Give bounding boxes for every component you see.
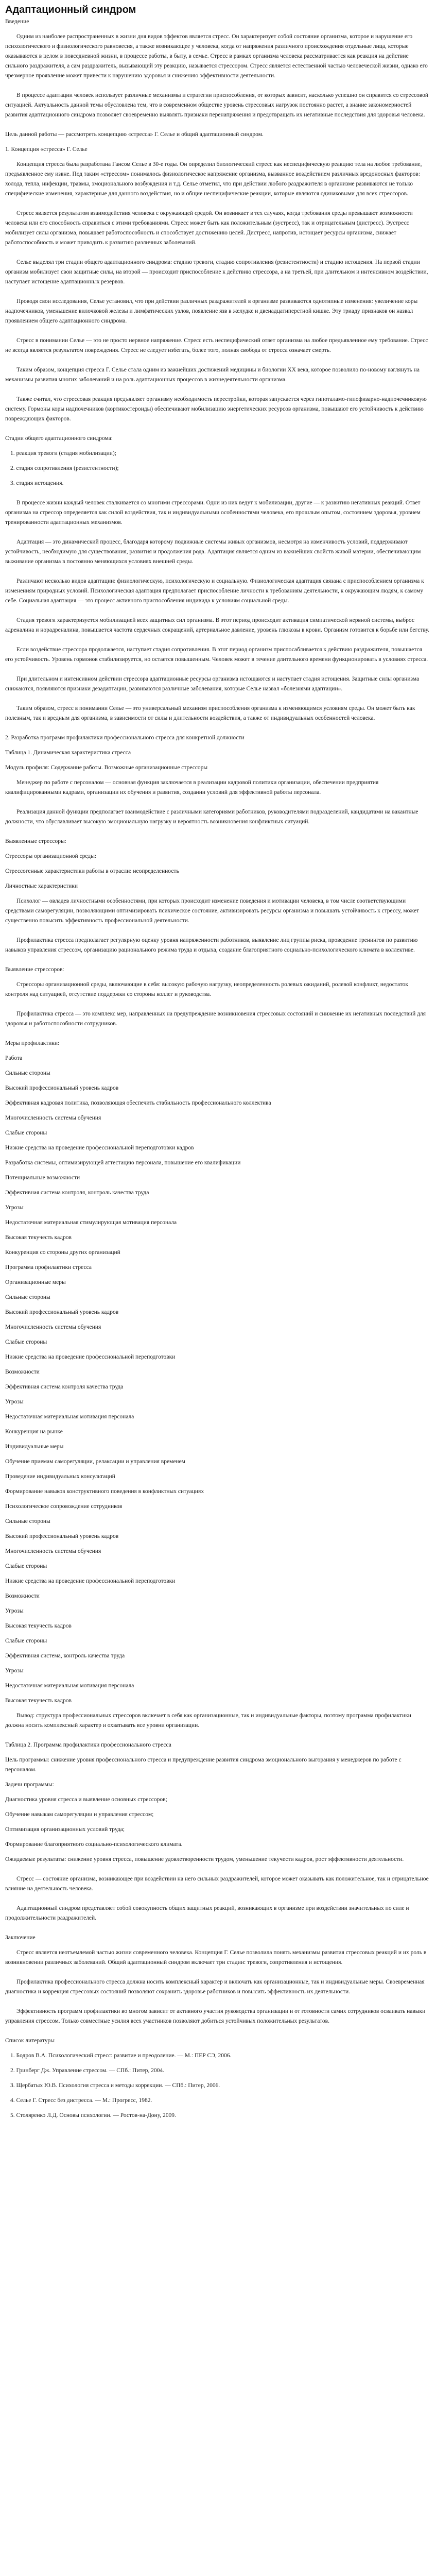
paragraph: Высокий профессиональный уровень кадров [5,1085,119,1091]
paragraph: Недостаточная материальная мотивация персонала [5,1414,134,1420]
paragraph: Высокий профессиональный уровень кадров [5,1309,119,1315]
paragraph: Слабые стороны [5,1339,47,1345]
paragraph: Психологическое сопровождение сотрудников [5,1503,123,1510]
paragraph: Угрозы [5,1399,24,1405]
paragraph: Низкие средства на проведение профессиональной переподготовки кадров [5,1145,194,1151]
paragraph: Таблица 2. Программа профилактики профессионального стресса [5,1742,171,1748]
paragraph: Стрессоры организационной среды: [5,853,97,859]
paragraph: Профилактика стресса — это комплекс мер, направленных на предупреждение возникновения стрессовых состояний и снижение их негативных последствий для здоровья и работоспособности сотрудников. [5,1011,426,1027]
paragraph: Вывод: структура профессиональных стрессоров включает в себя как организационные, так и индивидуальные факторы, поэтому программа профилактики должна носить комплексный характер и охватывать все уровни организации. [5,1713,411,1728]
paragraph: Многочисленность системы обучения [5,1548,101,1554]
paragraph: Программа профилактики стресса [5,1264,92,1270]
paragraph: Различают несколько видов адаптации: физиологическую, психологическую и социальную. Физиологическая адаптация связана с приспособлением организма к изменениям природных условий. Психологическая адаптация предполагает приспособление личности к требованиям деятельности, к окружающим людям, к самому себе. Социальная адаптация — это процесс активного приспособления индивида к условиям социальной среды. [5,578,424,604]
paragraph: Профилактика профессионального стресса должна носить комплексный характер и включать как организационные, так и индивидуальные меры. Своевременная диагностика и коррекция стрессовых состояний позволяют сохранить здоровье работников и повысить эффективность их деятельности. [5,1979,425,1995]
paragraph: Список литературы [5,2038,55,2044]
paragraph: Введение [5,19,29,25]
paragraph: Организационные меры [5,1279,66,1285]
paragraph: Меры профилактики: [5,1040,60,1046]
paragraph: Адаптационный синдром представляет собой совокупность общих защитных реакций, возникающих в организме при воздействии значительных по силе и продолжительности раздражителей. [5,1905,409,1921]
paragraph: Возможности [5,1369,40,1375]
paragraph: Эффективная система контроля качества труда [5,1384,124,1390]
paragraph: Таблица 1. Динамическая характеристика стресса [5,750,131,756]
paragraph: Выявление стрессоров: [5,967,64,973]
paragraph: Задачи программы: [5,1782,54,1788]
paragraph: Обучение приемам саморегуляции, релаксации и управления временем [5,1459,185,1465]
paragraph: 4. Селье Г. Стресс без дистресса. — М.: Прогресс, 1982. [10,2097,152,2104]
paragraph: Стресс является результатом взаимодействия человека с окружающей средой. Он возникает в тех случаях, когда требования среды превышают возможности человека или его способность справиться с этими требованиями. Стресс может быть как положительным (эустресс), так и отрицательным (дистресс). Эустресс мобилизует силы организма, повышает работоспособность и способствует достижению целей. Дистресс, напротив, истощает ресурсы организма, снижает работоспособность и может приводить к развитию различных заболеваний. [5,210,413,246]
paragraph: Модуль профиля: Содержание работы. Возможные организационные стрессоры [5,765,208,771]
paragraph: Стрессогенные характеристики работы в отрасли: неопределенность [5,868,179,874]
paragraph: Угрозы [5,1668,24,1674]
paragraph: 3. Щербатых Ю.В. Психология стресса и методы коррекции. — СПб.: Питер, 2006. [10,2082,220,2089]
paragraph: Работа [5,1055,23,1061]
paragraph: Слабые стороны [5,1638,47,1644]
paragraph: Выявленные стрессоры: [5,838,66,844]
paragraph: Угрозы [5,1608,24,1614]
paragraph: Недостаточная материальная мотивация персонала [5,1683,134,1689]
paragraph: Эффективная система контроля, контроль качества труда [5,1190,149,1196]
paragraph: Возможности [5,1593,40,1599]
paragraph: 1. Концепция «стресса» Г. Селье [5,146,88,152]
paragraph: Формирование навыков конструктивного поведения в конфликтных ситуациях [5,1488,204,1495]
paragraph: Высокая текучесть кадров [5,1698,72,1704]
paragraph: 1. реакция тревоги (стадия мобилизации); [10,450,116,456]
paragraph: 2. Гринберг Дж. Управление стрессом. — СПб.: Питер, 2004. [10,2067,165,2074]
paragraph: Селье выделял три стадии общего адаптационного синдрома: стадию тревоги, стадию сопротивления (резистентности) и стадию истощения. На первой стадии организм мобилизует свои защитные силы, на второй — происходит приспособление к действию стрессора, а на третьей, при длительном и интенсивном воздействии, наступает истощение адаптационных резервов. [5,259,428,285]
paragraph: Угрозы [5,1205,24,1211]
paragraph: Стресс в понимании Селье — это не просто нервное напряжение. Стресс есть неспецифический ответ организма на любое предъявленное ему требование. Стресс не всегда является результатом повреждения. Стресс не следует избегать, более того, полная свобода от стресса означает смерть. [5,337,428,353]
paragraph: Конкуренция со стороны других организаций [5,1249,120,1256]
paragraph: Проводя свои исследования, Селье установил, что при действии различных раздражителей в организме развиваются однотипные изменения: увеличение коры надпочечников, уменьшение вилочковой железы и лимфатических узлов, появление язв в желудке и двенадцатиперстной кишке. Эту триаду признаков он назвал проявлением общего адаптационного синдрома. [5,298,418,324]
paragraph: Эффективность программ профилактики во многом зависит от активного участия руководства организации и от готовности самих сотрудников осваивать навыки управления стрессом. Только совместные усилия всех участников позволяют добиться устойчивых положительных результатов. [5,2008,426,2024]
paragraph: В процессе адаптации человек использует различные механизмы и стратегии приспособления, от которых зависит, насколько успешно он справится со стрессовой ситуацией. Актуальность данной темы обусловлена тем, что в современном обществе уровень стрессовых нагрузок постоянно растет, а знание закономерностей развития адаптационного синдрома позволяет своевременно выявлять признаки перенапряжения и предотвращать их негативные последствия для здоровья человека. [5,92,429,118]
paragraph: Недостаточная материальная стимулирующая мотивация персонала [5,1219,177,1226]
paragraph: Проведение индивидуальных консультаций [5,1473,115,1480]
paragraph: Высокая текучесть кадров [5,1234,72,1241]
paragraph: При длительном и интенсивном действии стрессора адаптационные ресурсы организма истощаются и наступает стадия истощения. Защитные силы организма снижаются, появляются признаки дезадаптации, развиваются различные заболевания, которые Селье назвал «болезнями адаптации». [5,676,420,692]
paragraph: Формирование благоприятного социально-психологического климата. [5,1841,183,1848]
paragraph: Сильные стороны [5,1070,50,1076]
paragraph: Многочисленность системы обучения [5,1115,101,1121]
paragraph: Стадия тревоги характеризуется мобилизацией всех защитных сил организма. В этот период происходит активация симпатической нервной системы, выброс адреналина и норадреналина, повышается частота сердечных сокращений, артериальное давление, уровень глюкозы в крови. Организм готовится к борьбе или бегству. [5,617,429,633]
paragraph: Заключение [5,1935,36,1941]
paragraph: 2. стадия сопротивления (резистентности); [10,465,119,471]
paragraph: Если воздействие стрессора продолжается, наступает стадия сопротивления. В этот период организм приспосабливается к действию раздражителя, повышается его устойчивость. Уровень гормонов стабилизируется, но остается повышенным. Человек может в течение длительного времени функционировать в условиях стресса. [5,647,428,663]
paragraph: 1. Бодров В.А. Психологический стресс: развитие и преодоление. — М.: ПЕР СЭ, 2006. [10,2053,232,2059]
paragraph: Ожидаемые результаты: снижение уровня стресса, повышение удовлетворенности трудом, уменьшение текучести кадров, рост эффективности деятельности. [5,1856,404,1862]
paragraph: Эффективная система, контроль качества труда [5,1653,125,1659]
paragraph: Личностные характеристики [5,883,78,889]
paragraph: Многочисленность системы обучения [5,1324,101,1330]
paragraph: 2. Разработка программ профилактики профессионального стресса для конкретной должности [5,735,245,741]
paragraph: Таким образом, стресс в понимании Селье — это универсальный механизм приспособления организма к изменяющимся условиям среды. Он может быть как полезным, так и вредным для организма, в зависимости от силы и длительности воздействия, а также от индивидуальных особенностей человека. [5,705,415,721]
paragraph: Одним из наиболее распространенных в жизни дня видов эффектов является стресс. Он характеризует собой состояние организма, которое и нарушение его психологического и физиологического равновесия, а также возникающее у человека, когда от напряжения различного происхождения отдельные лица, которые оказываются в целом в повседневной жизни, в процессе работы, в быту, в семье. Стресс в рамках организма человека рассматривается как реакция на действие сильного раздражителя, а сам раздражитель, вызывающий эту реакцию, называется стрессором. Стресс является естественной частью человеческой жизни, однако его чрезмерное проявление может привести к нарушению здоровья и снижению эффективности деятельности. [5,33,428,79]
paragraph: В процессе жизни каждый человек сталкивается со многими стрессорами. Одни из них ведут к мобилизации, другие — к развитию негативных реакций. Ответ организма на стрессор определяется как силой воздействия, так и индивидуальными особенностями человека, его прошлым опытом, состоянием здоровья, уровнем тренированности адаптационных механизмов. [5,500,421,526]
paragraph: Сильные стороны [5,1294,50,1300]
paragraph: Сильные стороны [5,1518,50,1524]
paragraph: Стадии общего адаптационного синдрома: [5,435,113,442]
paragraph: Потенциальные возможности [5,1175,80,1181]
paragraph: Цель данной работы — рассмотреть концепцию «стресса» Г. Селье и общий адаптационный синдром. [5,131,264,138]
paragraph: Высокая текучесть кадров [5,1623,72,1629]
paragraph: Также считал, что стрессовая реакция предъявляет организму необходимость перестройки, которая запускается через гипоталамо-гипофизарно-надпочечниковую систему. Гормоны коры надпочечников (кортикостероиды) обеспечивают мобилизацию энергетических ресурсов организма, повышают его устойчивость к действию повреждающих факторов. [5,396,427,422]
paragraph: Таким образом, концепция стресса Г. Селье стала одним из важнейших достижений медицины и биологии XX века, которое позволило по-новому взглянуть на механизмы развития многих заболеваний и на роль адаптационных процессов в жизнедеятельности организма. [5,367,420,383]
paragraph: Диагностика уровня стресса и выявление основных стрессоров; [5,1797,167,1803]
paragraph: Индивидуальные меры [5,1444,64,1450]
paragraph: Высокий профессиональный уровень кадров [5,1533,119,1539]
paragraph: Слабые стороны [5,1130,47,1136]
paragraph: Оптимизация организационных условий труда; [5,1826,125,1833]
paragraph: Низкие средства на проведение профессиональной переподготовки [5,1578,176,1584]
paragraph: Стресс — состояние организма, возникающее при воздействии на него сильных раздражителей, которое может оказывать как положительное, так и отрицательное влияние на деятельность человека. [5,1876,429,1892]
paragraph: Менеджер по работе с персоналом — основная функция заключается в реализации кадровой политики организации, обеспечении предприятия квалифицированными кадрами, организации их обучения и развития, создании условий для эффективной работы персонала. [5,779,379,795]
paragraph: Профилактика стресса предполагает регулярную оценку уровня напряженности работников, выявление лиц группы риска, проведение тренингов по развитию навыков управления стрессом, организацию рационального режима труда и отдыха, создание благоприятного социально-психологического климата в коллективе. [5,937,418,953]
paragraph: Психолог — овладев личностными особенностями, при которых происходит изменение поведения и мотивации человека, в том числе соответствующими средствами саморегуляции, позволяющими оптимизировать психическое состояние, активизировать ресурсы организма и повышать устойчивость к стрессу, может существенно повысить эффективность профессиональной деятельности. [5,898,420,924]
paragraph: Концепция стресса была разработана Гансом Селье в 30-е годы. Он определил биологический стресс как неспецифическую реакцию тела на любое требование, предъявленное ему извне. Под таким «стрессом» понималось физиологическое напряжение организма, вызванное воздействием различных вредоносных факторов: холода, тепла, инфекции, травмы, эмоционального возбуждения и т.д. Селье отметил, что при действии любого раздражителя в организме развиваются не только специфические изменения, характерные для данного воздействия, но и общие неспецифические реакции, которые являются одинаковыми для всех стрессоров. [5,161,422,197]
paragraph: Слабые стороны [5,1563,47,1569]
paragraph: Стрессоры организационной среды, включающие в себя: высокую рабочую нагрузку, неопределенность ролевых ожиданий, ролевой конфликт, недостаток контроля над ситуацией, отсутствие поддержки со стороны коллег и руководства. [5,981,408,997]
page-title: Адаптационный синдром [5,4,136,15]
paragraph: Конкуренция на рынке [5,1429,63,1435]
paragraph: 3. стадия истощения. [10,480,64,486]
paragraph: Адаптация — это динамический процесс, благодаря которому подвижные системы живых организмов, несмотря на изменчивость условий, поддерживают устойчивость, необходимую для существования, развития и продолжения рода. Адаптация является одним из важнейших свойств живой материи, обеспечивающим выживание организма в постоянно меняющихся условиях внешней среды. [5,539,421,565]
paragraph: Реализация данной функции предполагает взаимодействие с различными категориями работников, руководителями подразделений, кандидатами на вакантные должности, что обуславливает высокую эмоциональную нагрузку и вероятность возникновения конфликтных ситуаций. [5,809,418,825]
paragraph: Обучение навыкам саморегуляции и управления стрессом; [5,1811,154,1818]
paragraph: Эффективная кадровая политика, позволяющая обеспечить стабильность профессионального коллектива [5,1100,271,1106]
paragraph: Цель программы: снижение уровня профессионального стресса и предупреждение развития синдрома эмоционального выгорания у менеджеров по работе с персоналом. [5,1757,402,1773]
paragraph: Низкие средства на проведение профессиональной переподготовки [5,1354,176,1360]
paragraph: 5. Столяренко Л.Д. Основы психологии. — Ростов-на-Дону, 2009. [10,2112,176,2119]
document-body [5,17,431,2121]
paragraph: Стресс является неотъемлемой частью жизни современного человека. Концепция Г. Селье позволила понять механизмы развития стрессовых реакций и их роль в возникновении различных заболеваний. Общий адаптационный синдром включает три стадии: тревоги, сопротивления и истощения. [5,1950,427,1965]
paragraph: Разработка системы, оптимизирующей аттестацию персонала, повышение его квалификации [5,1160,241,1166]
